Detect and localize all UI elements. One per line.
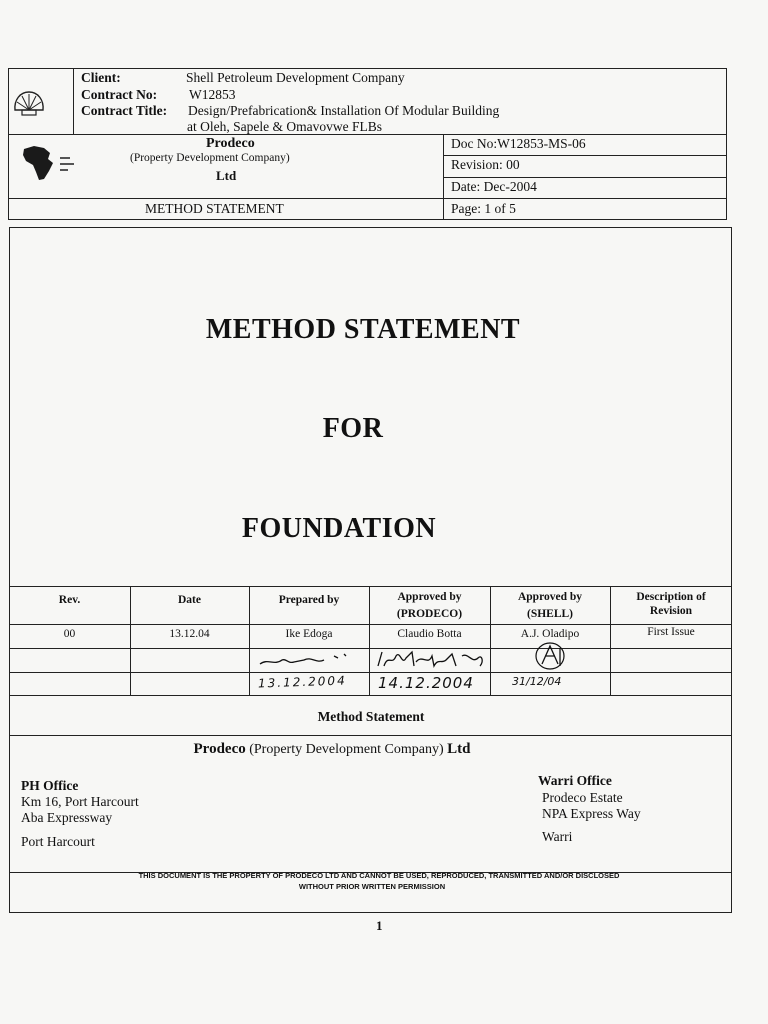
header-divider — [73, 68, 74, 134]
cell-prepared-by: Ike Edoga — [285, 628, 333, 640]
col-header-approved-prodeco: Approved by (PRODECO) — [396, 591, 463, 620]
africa-map-logo-icon — [20, 143, 86, 183]
document-type: METHOD STATEMENT — [145, 201, 284, 216]
title-line-1: METHOD STATEMENT — [205, 314, 521, 345]
signature-approved-shell — [520, 640, 580, 672]
disclaimer-line-1: THIS DOCUMENT IS THE PROPERTY OF PRODECO LTD AND CANNOT BE USED, REPRODUCED, TRANSMITTED AND/OR DISCLOSED — [138, 871, 620, 880]
header-divider — [443, 177, 727, 178]
doc-number: Doc No:W12853-MS-06 — [451, 136, 586, 151]
cell-description: First Issue — [647, 626, 695, 638]
signature-approved-prodeco — [372, 646, 488, 672]
ph-office-title: PH Office — [21, 778, 79, 793]
col-header-description: Description of Revision — [636, 591, 706, 617]
signature-date-approved-prodeco: 14.12.2004 — [378, 674, 474, 692]
cell-approved-prodeco: Claudio Botta — [397, 628, 462, 640]
section-label: Method Statement — [317, 709, 425, 724]
header-divider — [443, 155, 727, 156]
title-line-3: FOUNDATION — [241, 513, 437, 544]
warri-office-line3: Warri — [542, 828, 573, 844]
client-value: Shell Petroleum Development Company — [186, 70, 405, 85]
cell-rev: 00 — [63, 628, 76, 640]
ph-office-line2: Aba Expressway — [21, 810, 113, 825]
col-header-approved-shell: Approved by (SHELL) — [517, 591, 582, 620]
signature-prepared — [254, 648, 366, 672]
section-divider — [9, 735, 732, 736]
company-name: Prodeco — [206, 136, 255, 151]
signature-date-approved-shell: 31/12/04 — [512, 675, 562, 688]
contract-title-line2: at Oleh, Sapele & Omavovwe FLBs — [187, 119, 382, 134]
col-header-rev: Rev. — [58, 594, 81, 606]
title-line-2: FOR — [322, 413, 384, 444]
ph-office-line1: Km 16, Port Harcourt — [21, 794, 139, 809]
contract-title-line1: Design/Prefabrication& Installation Of Modular Building — [188, 103, 500, 118]
ph-office-line3: Port Harcourt — [21, 834, 95, 849]
company-line: Prodeco (Property Development Company) Ltd — [193, 741, 471, 757]
disclaimer-line-2: WITHOUT PRIOR WRITTEN PERMISSION — [298, 882, 446, 891]
document-date: Date: Dec-2004 — [451, 179, 537, 194]
signature-date-prepared: 13.12.2004 — [257, 673, 347, 691]
contract-no-label: Contract No: — [81, 87, 158, 102]
page-number: 1 — [376, 918, 383, 933]
col-header-date: Date — [178, 594, 201, 606]
cell-date: 13.12.04 — [169, 628, 210, 640]
warri-office — [538, 773, 641, 845]
company-suffix: Ltd — [216, 168, 237, 183]
contract-title-label: Contract Title: — [81, 103, 168, 118]
warri-office-title: Warri Office — [538, 773, 612, 788]
cell-approved-shell: A.J. Oladipo — [520, 628, 580, 640]
page-count: Page: 1 of 5 — [451, 201, 516, 216]
warri-office-line1: Prodeco Estate — [542, 789, 623, 805]
warri-office-line2: NPA Express Way — [542, 806, 641, 821]
col-header-prepared: Prepared by — [278, 594, 340, 606]
header-divider — [8, 198, 727, 199]
shell-logo-icon — [12, 88, 46, 118]
contract-no-value: W12853 — [189, 87, 236, 102]
client-label: Client: — [81, 70, 121, 85]
revision-number: Revision: 00 — [451, 157, 520, 172]
company-full-name: (Property Development Company) — [130, 152, 290, 164]
ph-office — [21, 778, 139, 850]
client-row — [81, 70, 121, 86]
